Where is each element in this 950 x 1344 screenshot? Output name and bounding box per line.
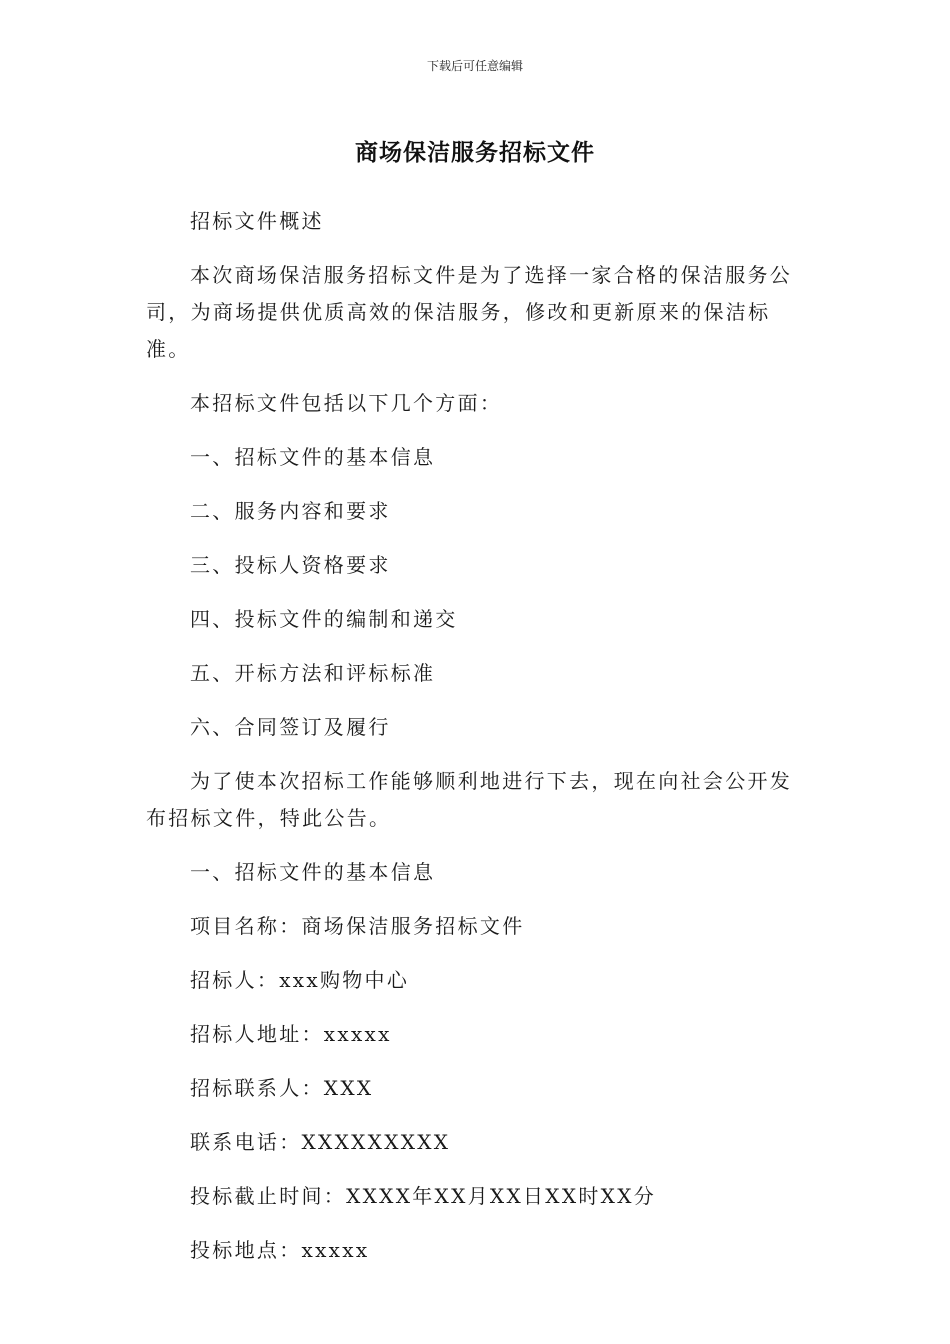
field-contact-phone: 联系电话：XXXXXXXXX [190, 1130, 451, 1154]
field-tenderer: 招标人：xxx购物中心 [190, 968, 410, 992]
list-item-bidder-qualification: 三、投标人资格要求 [190, 553, 391, 577]
document-title: 商场保洁服务招标文件 [355, 140, 595, 166]
list-item-bid-preparation: 四、投标文件的编制和递交 [190, 607, 458, 631]
list-item-contract: 六、合同签订及履行 [190, 715, 391, 739]
field-bid-deadline: 投标截止时间：XXXX年XX月XX日XX时XX分 [190, 1184, 657, 1208]
section-heading-basic-info: 一、招标文件的基本信息 [190, 860, 436, 884]
field-project-name: 项目名称：商场保洁服务招标文件 [190, 914, 525, 938]
header-note: 下载后可任意编辑 [426, 59, 523, 73]
document-body [146, 203, 810, 1286]
list-item-service-content: 二、服务内容和要求 [190, 499, 391, 523]
list-item-bid-opening: 五、开标方法和评标标准 [190, 661, 436, 685]
field-tenderer-address: 招标人地址：xxxxx [190, 1022, 392, 1046]
paragraph-overview-heading: 招标文件概述 [190, 209, 324, 233]
list-item-basic-info: 一、招标文件的基本信息 [190, 445, 436, 469]
paragraph-intro: 本次商场保洁服务招标文件是为了选择一家合格的保洁服务公司，为商场提供优质高效的保洁服务，修改和更新原来的保洁标准。 [146, 263, 793, 361]
field-contact-person: 招标联系人：XXX [190, 1076, 374, 1100]
paragraph-announcement: 为了使本次招标工作能够顺利地进行下去，现在向社会公开发布招标文件，特此公告。 [146, 769, 793, 830]
paragraph-contents-lead: 本招标文件包括以下几个方面： [190, 391, 503, 415]
field-bid-location: 投标地点：xxxxx [190, 1238, 370, 1262]
